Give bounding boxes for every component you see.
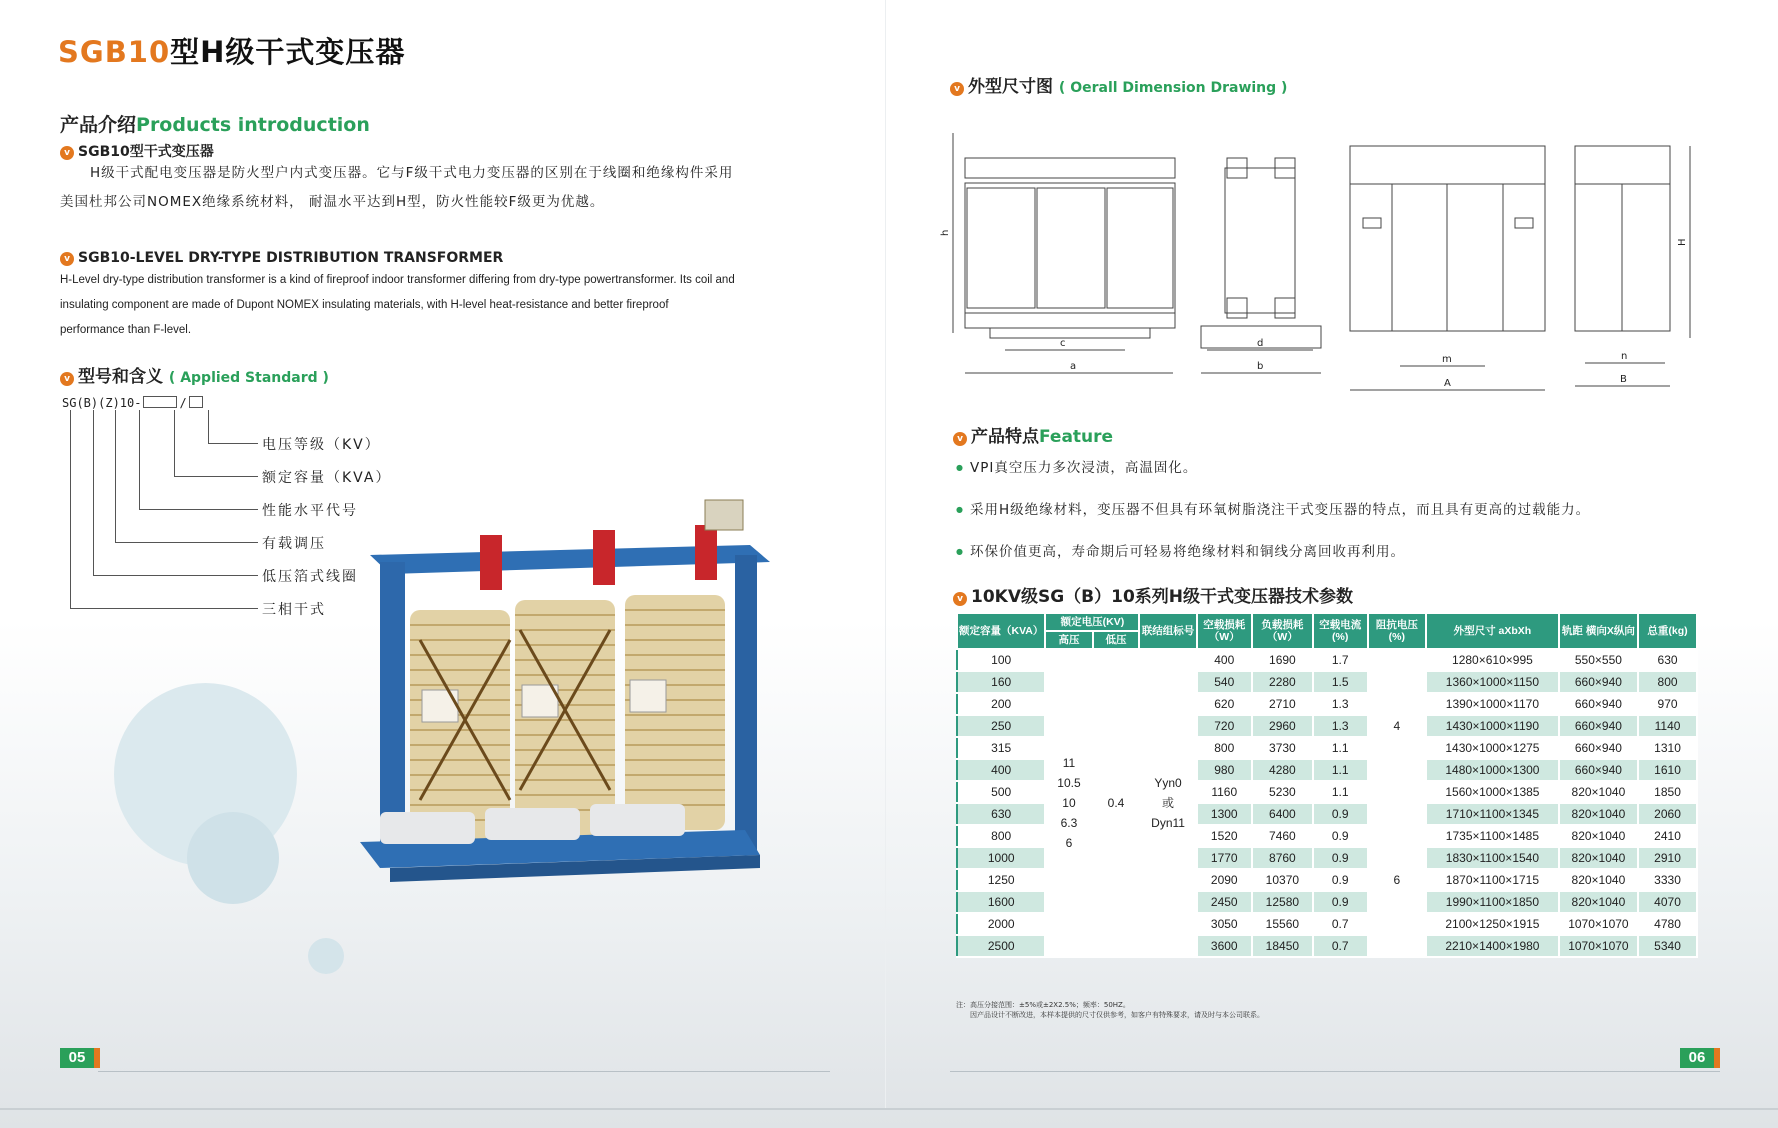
dim-label-a: a xyxy=(1070,361,1077,372)
cell-lv-value: 0.4 xyxy=(1107,796,1125,810)
cell-noload-loss: 1520 xyxy=(1197,825,1252,847)
cell-noload-loss: 2450 xyxy=(1197,891,1252,913)
tree-label-three-phase: 三相干式 xyxy=(262,602,326,618)
table-heading: v 10KV级SG（B）10系列H级干式变压器技术参数 xyxy=(953,582,1353,607)
model-code xyxy=(62,396,205,410)
cell-size: 1430×1000×1190 xyxy=(1426,715,1559,737)
intro-paragraph-cn xyxy=(60,159,850,217)
intro-heading-cn: 产品介绍 xyxy=(60,114,137,136)
chevron-bullet-icon: v xyxy=(60,372,74,386)
feature-item: ● 环保价值更高，寿命期后可轻易将绝缘材料和铜线分离回收再利用。 xyxy=(956,540,1405,560)
dimension-heading xyxy=(950,72,1287,97)
standard-heading-en: ( Applied Standard ) xyxy=(168,370,329,386)
coil-left xyxy=(410,610,510,840)
cell-noload-current: 1.1 xyxy=(1313,759,1368,781)
cell-rail: 820×1040 xyxy=(1559,891,1638,913)
cabinet-front-view xyxy=(1350,146,1545,390)
cell-load-loss: 18450 xyxy=(1252,935,1313,957)
cell-size: 2210×1400×1980 xyxy=(1426,935,1559,957)
standard-heading-cn: 型号和含义 xyxy=(78,367,163,387)
cell-noload-current: 1.5 xyxy=(1313,671,1368,693)
cell-size: 1430×1000×1275 xyxy=(1426,737,1559,759)
cell-rail: 820×1040 xyxy=(1559,825,1638,847)
spine xyxy=(885,0,886,1108)
dimension-drawing xyxy=(940,128,1725,400)
cell-capacity: 100 xyxy=(957,649,1045,671)
dim-label-A: A xyxy=(1444,378,1451,389)
cabinet-side-view xyxy=(1575,146,1690,386)
cell-load-loss: 2960 xyxy=(1252,715,1313,737)
cell-rail: 1070×1070 xyxy=(1559,935,1638,957)
cell-load-loss: 5230 xyxy=(1252,781,1313,803)
cell-rail: 820×1040 xyxy=(1559,803,1638,825)
th-rail: 轨距 横向X纵向 xyxy=(1559,613,1638,649)
dimension-heading-en: ( Oerall Dimension Drawing ) xyxy=(1058,80,1288,96)
cell-weight: 2910 xyxy=(1638,847,1697,869)
chevron-bullet-icon: v xyxy=(953,432,967,446)
cell-noload-current: 0.7 xyxy=(1313,913,1368,935)
cell-weight: 1610 xyxy=(1638,759,1697,781)
feature-heading xyxy=(953,422,1113,447)
cell-noload-loss: 3050 xyxy=(1197,913,1252,935)
model-code-prefix: SG(B)(Z)10- xyxy=(62,396,142,410)
cell-load-loss: 7460 xyxy=(1252,825,1313,847)
cell-weight: 4070 xyxy=(1638,891,1697,913)
cell-rail: 660×940 xyxy=(1559,715,1638,737)
cell-noload-loss: 720 xyxy=(1197,715,1252,737)
cell-load-loss: 3730 xyxy=(1252,737,1313,759)
th-weight: 总重(kg) xyxy=(1638,613,1697,649)
dim-label-d: d xyxy=(1257,338,1264,349)
dim-label-B: B xyxy=(1620,374,1627,385)
footer-rule-right xyxy=(950,1071,1720,1072)
cell-weight: 3330 xyxy=(1638,869,1697,891)
title-prefix: SGB10 xyxy=(58,35,171,69)
model-box-voltage xyxy=(189,396,203,408)
cell-capacity: 200 xyxy=(957,693,1045,715)
cell-load-loss: 10370 xyxy=(1252,869,1313,891)
cell-load-loss: 12580 xyxy=(1252,891,1313,913)
cell-noload-current: 1.1 xyxy=(1313,737,1368,759)
table-row xyxy=(957,649,1697,671)
dim-label-n: n xyxy=(1621,351,1628,362)
tree-label-onload-tap: 有载调压 xyxy=(262,536,326,552)
cell-size: 1990×1100×1850 xyxy=(1426,891,1559,913)
model-code-slash: / xyxy=(179,396,187,410)
cell-noload-loss: 400 xyxy=(1197,649,1252,671)
cell-weight: 1850 xyxy=(1638,781,1697,803)
feature-heading-en: Feature xyxy=(1039,427,1114,447)
th-lv: 低压 xyxy=(1093,631,1140,649)
th-size: 外型尺寸 aXbXh xyxy=(1426,613,1559,649)
intro-sub-cn: v SGB10型干式变压器 xyxy=(60,141,214,161)
cell-capacity: 630 xyxy=(957,803,1045,825)
model-box-capacity xyxy=(143,396,177,408)
title-suffix: 型H级干式变压器 xyxy=(170,35,406,69)
dim-label-h: h xyxy=(940,229,951,236)
cell-noload-current: 0.9 xyxy=(1313,891,1368,913)
intro-para-en-line-2: insulating component are made of Dupont NOMEX insulating materials, with H-level heat-resistance and better fireproof xyxy=(60,299,669,311)
cell-size: 1735×1100×1485 xyxy=(1426,825,1559,847)
page-number-left: 05 xyxy=(60,1048,94,1068)
cell-size: 1360×1000×1150 xyxy=(1426,671,1559,693)
side-view xyxy=(1201,158,1321,373)
cell-load-loss: 15560 xyxy=(1252,913,1313,935)
cell-weight: 2410 xyxy=(1638,825,1697,847)
intro-para-en-line-3: performance than F-level. xyxy=(60,324,192,336)
cell-size: 1710×1100×1345 xyxy=(1426,803,1559,825)
th-voltage: 额定电压(KV) xyxy=(1045,613,1139,631)
cell-capacity: 1250 xyxy=(957,869,1045,891)
tree-label-capacity: 额定容量（KVA） xyxy=(262,470,392,486)
th-noload-loss: 空载损耗（W） xyxy=(1197,613,1252,649)
decor-circle-medium xyxy=(187,812,279,904)
th-impedance: 阻抗电压(%) xyxy=(1368,613,1427,649)
cell-capacity: 800 xyxy=(957,825,1045,847)
cell-group-value: 或 xyxy=(1162,796,1175,810)
chevron-bullet-icon: v xyxy=(953,592,967,606)
cell-load-loss: 2710 xyxy=(1252,693,1313,715)
cell-weight: 1310 xyxy=(1638,737,1697,759)
chevron-bullet-icon: v xyxy=(60,252,74,266)
cell-noload-loss: 2090 xyxy=(1197,869,1252,891)
feature-item: ● VPI真空压力多次浸渍，高温固化。 xyxy=(956,456,1197,476)
cell-capacity: 400 xyxy=(957,759,1045,781)
intro-heading xyxy=(60,110,370,137)
coil-middle xyxy=(515,600,615,835)
cell-capacity: 1600 xyxy=(957,891,1045,913)
cell-noload-current: 1.3 xyxy=(1313,693,1368,715)
cell-noload-current: 0.9 xyxy=(1313,847,1368,869)
intro-paragraph-en xyxy=(60,268,860,343)
cell-size: 2100×1250×1915 xyxy=(1426,913,1559,935)
cell-noload-loss: 980 xyxy=(1197,759,1252,781)
th-noload-current: 空载电流(%) xyxy=(1313,613,1368,649)
cell-group-value: Yyn0 xyxy=(1154,776,1182,790)
th-capacity: 额定容量（KVA） xyxy=(957,613,1045,649)
cell-noload-loss: 3600 xyxy=(1197,935,1252,957)
spec-table xyxy=(956,612,1698,958)
cell-noload-loss: 800 xyxy=(1197,737,1252,759)
cell-rail: 820×1040 xyxy=(1559,847,1638,869)
cell-rail: 660×940 xyxy=(1559,693,1638,715)
coil-right xyxy=(625,595,725,830)
tree-label-foil-coil: 低压箔式线圈 xyxy=(262,569,358,585)
cell-noload-loss: 1160 xyxy=(1197,781,1252,803)
cell-noload-loss: 1300 xyxy=(1197,803,1252,825)
page-number-right: 06 xyxy=(1680,1048,1714,1068)
cell-rail: 820×1040 xyxy=(1559,869,1638,891)
cell-noload-current: 1.3 xyxy=(1313,715,1368,737)
dim-label-c: c xyxy=(1060,338,1066,349)
intro-sub-en: v SGB10-LEVEL DRY-TYPE DISTRIBUTION TRANSFORMER xyxy=(60,250,503,266)
footer-rule-left xyxy=(98,1071,830,1072)
cell-weight: 1140 xyxy=(1638,715,1697,737)
cell-hv-value: 10 xyxy=(1062,796,1076,810)
cell-capacity: 2000 xyxy=(957,913,1045,935)
cell-rail: 820×1040 xyxy=(1559,781,1638,803)
cell-rail: 1070×1070 xyxy=(1559,913,1638,935)
cell-group xyxy=(1139,649,1196,957)
transformer-illustration xyxy=(360,500,800,910)
cell-hv-value: 10.5 xyxy=(1057,776,1081,790)
decor-circle-small xyxy=(308,938,344,974)
cell-weight: 630 xyxy=(1638,649,1697,671)
cell-load-loss: 6400 xyxy=(1252,803,1313,825)
cell-load-loss: 1690 xyxy=(1252,649,1313,671)
cell-rail: 660×940 xyxy=(1559,737,1638,759)
chevron-bullet-icon: v xyxy=(950,82,964,96)
standard-heading xyxy=(60,362,329,387)
cell-capacity: 1000 xyxy=(957,847,1045,869)
cell-noload-current: 1.7 xyxy=(1313,649,1368,671)
cell-size: 1830×1100×1540 xyxy=(1426,847,1559,869)
cell-hv-value: 11 xyxy=(1062,756,1076,770)
cell-group-value: Dyn11 xyxy=(1151,816,1185,830)
cell-weight: 5340 xyxy=(1638,935,1697,957)
cell-hv-value: 6.3 xyxy=(1060,816,1078,830)
dim-label-m: m xyxy=(1442,354,1452,365)
cell-capacity: 315 xyxy=(957,737,1045,759)
cell-rail: 660×940 xyxy=(1559,671,1638,693)
cell-noload-loss: 620 xyxy=(1197,693,1252,715)
cell-noload-current: 0.9 xyxy=(1313,869,1368,891)
front-view xyxy=(940,133,1175,373)
cell-weight: 2060 xyxy=(1638,803,1697,825)
cell-noload-loss: 1770 xyxy=(1197,847,1252,869)
cell-noload-loss: 540 xyxy=(1197,671,1252,693)
cell-lv xyxy=(1093,649,1140,957)
intro-para-cn-line-2: 美国杜邦公司NOMEX绝缘系统材料， 耐温水平达到H型，防火性能较F级更为优越。 xyxy=(60,194,605,210)
table-note-1: 注：高压分接范围：±5%或±2X2.5%；频率：50HZ。 xyxy=(956,1001,1130,1009)
cell-capacity: 2500 xyxy=(957,935,1045,957)
cell-rail: 660×940 xyxy=(1559,759,1638,781)
intro-para-en-line-1: H-Level dry-type distribution transformer is a kind of fireproof indoor transformer differing from dry-type powertransformer. Its coil and xyxy=(60,274,735,286)
cell-size: 1480×1000×1300 xyxy=(1426,759,1559,781)
cell-weight: 4780 xyxy=(1638,913,1697,935)
cell-hv xyxy=(1045,649,1092,957)
dim-label-H: H xyxy=(1677,238,1688,246)
cell-size: 1280×610×995 xyxy=(1426,649,1559,671)
tree-label-voltage: 电压等级（KV） xyxy=(262,437,381,453)
cell-impedance: 4 xyxy=(1368,649,1427,803)
feature-heading-cn: 产品特点 xyxy=(971,427,1039,447)
th-group: 联结组标号 xyxy=(1139,613,1196,649)
cell-load-loss: 2280 xyxy=(1252,671,1313,693)
tree-label-performance: 性能水平代号 xyxy=(262,503,358,519)
cell-capacity: 500 xyxy=(957,781,1045,803)
cell-hv-value: 6 xyxy=(1065,836,1073,850)
cell-weight: 800 xyxy=(1638,671,1697,693)
cell-size: 1870×1100×1715 xyxy=(1426,869,1559,891)
dim-label-b: b xyxy=(1257,361,1264,372)
page-title xyxy=(58,30,405,71)
cell-load-loss: 4280 xyxy=(1252,759,1313,781)
chevron-bullet-icon: v xyxy=(60,146,74,160)
dimension-heading-cn: 外型尺寸图 xyxy=(968,77,1053,97)
feature-item: ● 采用H级绝缘材料，变压器不但具有环氧树脂浇注干式变压器的特点，而且具有更高的过载能力。 xyxy=(956,498,1590,518)
cell-size: 1560×1000×1385 xyxy=(1426,781,1559,803)
intro-para-cn-line-1: H级干式配电变压器是防火型户内式变压器。它与F级干式电力变压器的区别在于线圈和绝缘构件采用 xyxy=(90,165,734,181)
cell-rail: 550×550 xyxy=(1559,649,1638,671)
cell-noload-current: 0.9 xyxy=(1313,825,1368,847)
cell-noload-current: 1.1 xyxy=(1313,781,1368,803)
cell-capacity: 160 xyxy=(957,671,1045,693)
cell-weight: 970 xyxy=(1638,693,1697,715)
cell-load-loss: 8760 xyxy=(1252,847,1313,869)
cell-noload-current: 0.9 xyxy=(1313,803,1368,825)
cell-noload-current: 0.7 xyxy=(1313,935,1368,957)
cell-size: 1390×1000×1170 xyxy=(1426,693,1559,715)
spec-table-body xyxy=(957,649,1697,957)
intro-heading-en: Products introduction xyxy=(136,114,370,136)
cell-impedance: 6 xyxy=(1368,803,1427,957)
th-load-loss: 负载损耗（W） xyxy=(1252,613,1313,649)
cell-capacity: 250 xyxy=(957,715,1045,737)
th-hv: 高压 xyxy=(1045,631,1092,649)
table-note-2: 因产品设计不断改进，本样本提供的尺寸仅供参考，如客户有特殊要求，请及时与本公司联系。 xyxy=(970,1011,1264,1019)
